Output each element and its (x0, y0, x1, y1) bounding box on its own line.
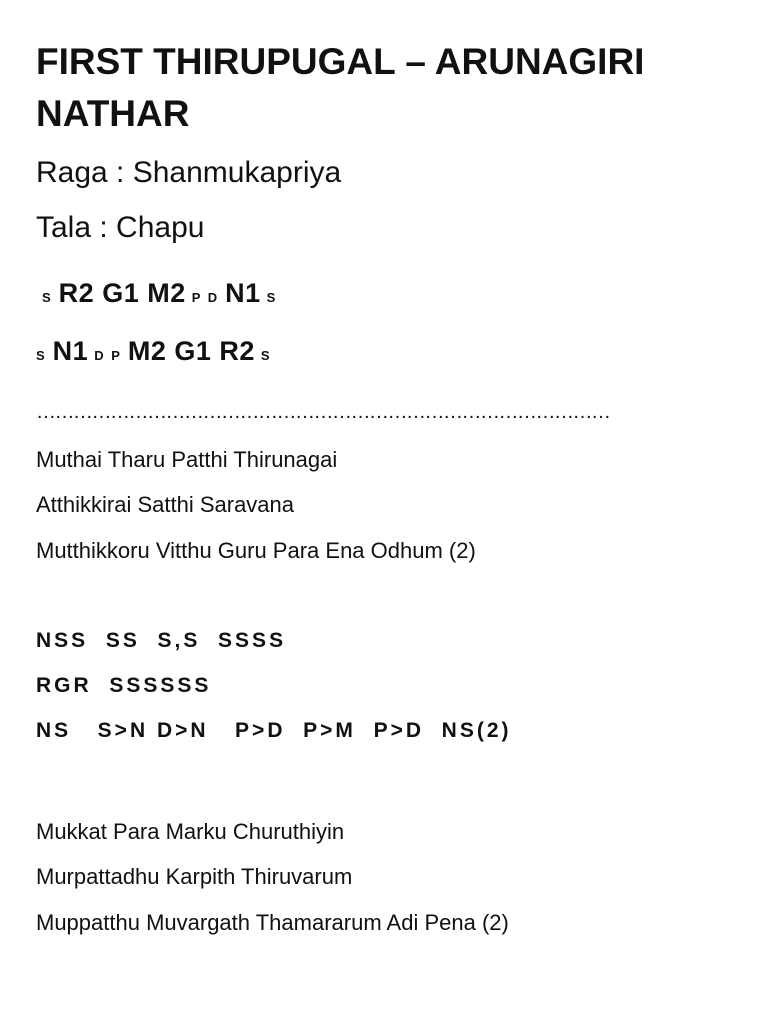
verse2-line-2: Murpattadhu Karpith Thiruvarum (36, 864, 353, 889)
notation-line-3: NS S>N D>N P>D P>M P>D NS(2) (36, 719, 512, 742)
avarohanam-dp: D P (94, 348, 122, 363)
avarohanam-s-end: S (260, 348, 272, 363)
arohanam-n1: N1 (225, 278, 261, 308)
avarohanam-line (36, 336, 278, 367)
verse1-line-3: Mutthikkoru Vitthu Guru Para Ena Odhum (2) (36, 538, 476, 563)
avarohanam-s-start: S (36, 348, 47, 363)
arohanam-s-end: S (266, 290, 278, 305)
arohanam-main: R2 G1 M2 (58, 278, 186, 308)
arohanam-pd: P D (191, 290, 220, 305)
verse2-line-1: Mukkat Para Marku Churuthiyin (36, 819, 345, 844)
avarohanam-main: M2 G1 R2 (127, 336, 255, 366)
tala-line: Tala : Chapu (36, 211, 205, 244)
verse1-line-1: Muthai Tharu Patthi Thirunagai (36, 447, 338, 472)
avarohanam-n1: N1 (52, 336, 89, 366)
verse1-line-2: Atthikkirai Satthi Saravana (36, 492, 295, 517)
notation-line-1: NSS SS S,S SSSS (36, 629, 287, 652)
arohanam-s-start: S (42, 290, 53, 305)
notation-line-2: RGR SSSSSS (36, 674, 212, 697)
arohanam-line (36, 278, 283, 309)
raga-line: Raga : Shanmukapriya (36, 156, 342, 189)
dotted-separator: ………………………………………………………………………………… (36, 401, 610, 423)
page-title: FIRST THIRUPUGAL – ARUNAGIRI NATHAR (36, 41, 645, 134)
verse2-line-3: Muppatthu Muvargath Thamararum Adi Pena (2) (36, 910, 509, 935)
